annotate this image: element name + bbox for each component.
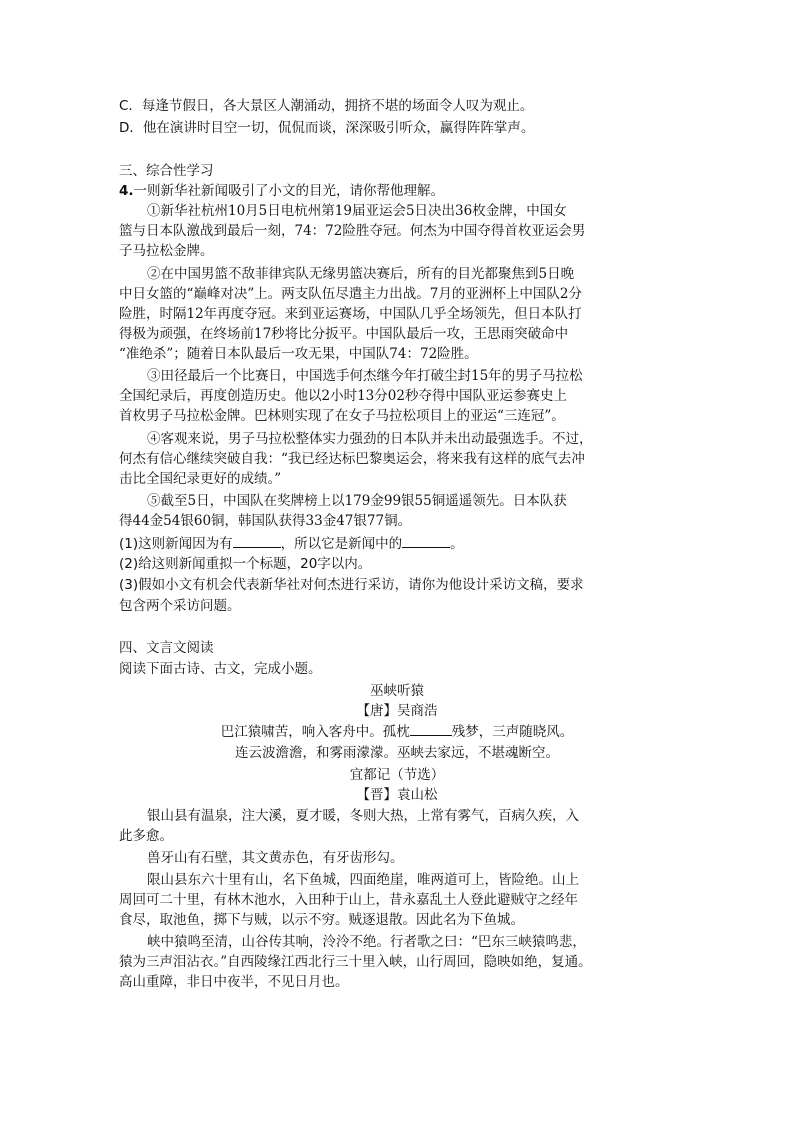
news-p3-line: 首枚男子马拉松金牌。巴林则实现了在女子马拉松项目上的亚运“三连冠”。 <box>119 408 565 424</box>
essay-line: 猿为三声泪沾衣。”自西陵缘江西北行三十里入峡，山行周回，隐映如绝，复通。 <box>119 954 592 970</box>
essay-line: 高山重障，非日中夜半，不见日月也。 <box>119 974 349 990</box>
news-p2-line: “准绝杀”；随着日本队最后一攻无果，中国队74：72险胜。 <box>119 346 478 362</box>
essay-title: 宜都记（节选） <box>349 767 445 783</box>
news-p3-line: 全国纪录后，再度创造历史。他以2小时13分02秒夺得中国队亚运参赛史上 <box>119 388 567 404</box>
news-p2-line: 险胜，时隔12年再度夺冠。来到亚运赛场，中国队几乎全场领先，但日本队打 <box>119 306 582 322</box>
reading-intro: 阅读下面古诗、古文，完成小题。 <box>119 661 322 677</box>
question-4 <box>0 182 794 200</box>
news-p2-line: 中日女篮的“巅峰对决”上。两支队伍尽遣主力出战。7月的亚洲杯上中国队2分 <box>119 286 582 302</box>
news-p2-line: 得极为顽强，在终场前17秒将比分扳平。中国队最后一攻，王思雨突破命中 <box>119 326 569 342</box>
news-p4-line: ④客观来说，男子马拉松整体实力强劲的日本队并未出动最强选手。不过， <box>147 431 593 447</box>
news-p2-line: ②在中国男篮不敌菲律宾队无缘男篮决赛后，所有的目光都聚焦到5日晚 <box>147 266 575 282</box>
question-number: 4. <box>119 183 134 199</box>
sub-question-3: 包含两个采访问题。 <box>119 598 241 614</box>
essay-line: 周回可二十里，有林木池水，入田种于山上，昔永嘉乱土人登此避贼守之经年 <box>119 892 578 908</box>
essay-line: 银山县有温泉，注大溪，夏才暖，冬则大热，上常有雾气，百病久疾，入 <box>147 808 579 824</box>
sub-question-1: (1)这则新闻因为有 ，所以它是新闻中的 。 <box>119 536 464 552</box>
essay-line: 此多愈。 <box>119 828 173 844</box>
news-p5-line: 得44金54银60铜，韩国队获得33金47银77铜。 <box>119 513 412 529</box>
news-p1-line: 子马拉松金牌。 <box>119 243 214 259</box>
section-heading-3: 三、综合性学习 <box>119 163 214 179</box>
poem-line: 连云波澹澹，和雾雨濛濛。巫峡去家远，不堪魂断空。 <box>235 745 559 761</box>
poem-author: 【唐】吴商浩 <box>356 703 438 719</box>
option-d: D．他在演讲时目空一切，侃侃而谈，深深吸引听众，赢得阵阵掌声。 <box>119 120 535 136</box>
news-p5-line: ⑤截至5日，中国队在奖牌榜上以179金99银55铜遥遥领先。日本队获 <box>147 493 567 509</box>
poem-title: 巫峡听猿 <box>370 683 424 699</box>
news-p4-line: 何杰有信心继续突破自我：“我已经达标巴黎奥运会，将来我有这样的底气去冲 <box>119 451 585 467</box>
section-heading-4: 四、文言文阅读 <box>119 640 214 656</box>
sub-question-2: (2)给这则新闻重拟一个标题，20字以内。 <box>119 556 372 572</box>
sub-question-3: (3)假如小文有机会代表新华社对何杰进行采访，请你为他设计采访文稿，要求 <box>119 577 584 593</box>
poem-blank[interactable] <box>410 722 452 736</box>
essay-line: 兽牙山有石壁，其文黄赤色，有牙齿形勾。 <box>147 850 404 866</box>
option-c: C．每逢节假日，各大景区人潮涌动，拥挤不堪的场面令人叹为观止。 <box>119 98 534 114</box>
question-text: 一则新华社新闻吸引了小文的目光，请你帮他理解。 <box>133 183 445 199</box>
news-p1-line: 篮与日本队激战到最后一刻，74：72险胜夺冠。何杰为中国夺得首枚亚运会男 <box>119 223 586 239</box>
poem-line: 巴江猿啸苦，响入客舟中。孤枕 残梦，三声随晓风。 <box>220 724 574 740</box>
answer-blank[interactable] <box>402 534 450 548</box>
news-p1-line: ①新华社杭州10月5日电杭州第19届亚运会5日决出36枚金牌，中国女 <box>147 203 567 219</box>
essay-line: 峡中猿鸣至清，山谷传其响，泠泠不绝。行者歌之曰：“巴东三峡猿鸣悲， <box>147 934 586 950</box>
answer-blank[interactable] <box>233 534 281 548</box>
essay-author: 【晋】袁山松 <box>356 787 438 803</box>
essay-line: 食尽，取池鱼，掷下与贼，以示不穷。贼逐退散。因此名为下鱼城。 <box>119 912 524 928</box>
essay-line: 限山县东六十里有山，名下鱼城，四面绝崖，唯两道可上，皆险绝。山上 <box>147 872 579 888</box>
news-p4-line: 击比全国纪录更好的成绩。” <box>119 471 282 487</box>
news-p3-line: ③田径最后一个比赛日，中国选手何杰继今年打破尘封15年的男子马拉松 <box>147 368 583 384</box>
